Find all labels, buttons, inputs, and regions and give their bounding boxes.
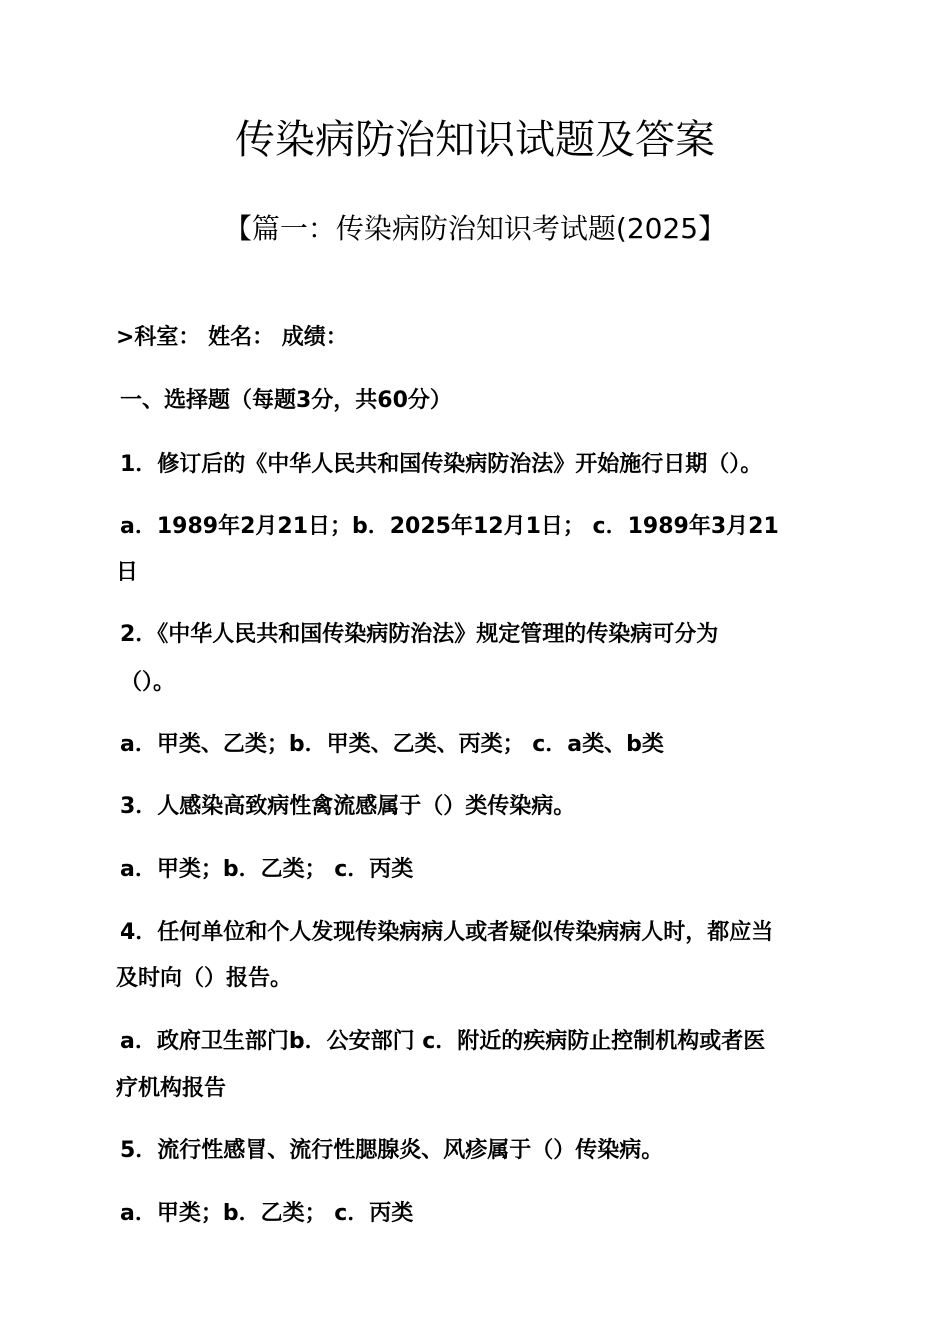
question-2: 2．《中华人民共和国传染病防治法》规定管理的传染病可分为 — [120, 622, 719, 647]
header-fields-line: >科室： 姓名： 成绩： — [116, 325, 348, 350]
section-heading: 一、选择题（每题3分，共60分） — [120, 388, 452, 413]
question-1-options-cont: 日 — [116, 560, 139, 585]
question-2-options: a．甲类、乙类；b．甲类、乙类、丙类； c．a类、b类 — [120, 732, 664, 757]
question-5-options: a．甲类；b．乙类； c．丙类 — [120, 1201, 414, 1226]
document-subtitle: 【篇一：传染病防治知识考试题(2025】 — [223, 212, 727, 245]
question-3-options: a．甲类；b．乙类； c．丙类 — [120, 857, 414, 882]
question-1-options: a．1989年2月21日；b．2025年12月1日； c．1989年3月21 — [120, 514, 779, 539]
question-2-cont: （）。 — [120, 670, 176, 695]
question-4-options: a．政府卫生部门b．公安部门 c．附近的疾病防止控制机构或者医 — [120, 1029, 766, 1054]
question-4-options-cont: 疗机构报告 — [116, 1076, 227, 1101]
question-5: 5．流行性感冒、流行性腮腺炎、风疹属于（）传染病。 — [120, 1138, 664, 1163]
question-3: 3．人感染高致病性禽流感属于（）类传染病。 — [120, 794, 576, 819]
question-1: 1．修订后的《中华人民共和国传染病防治法》开始施行日期（）。 — [120, 452, 763, 477]
question-4: 4．任何单位和个人发现传染病病人或者疑似传染病病人时，都应当 — [120, 920, 774, 945]
question-4-cont: 及时向（）报告。 — [116, 966, 293, 991]
document-title: 传染病防治知识试题及答案 — [235, 117, 715, 163]
